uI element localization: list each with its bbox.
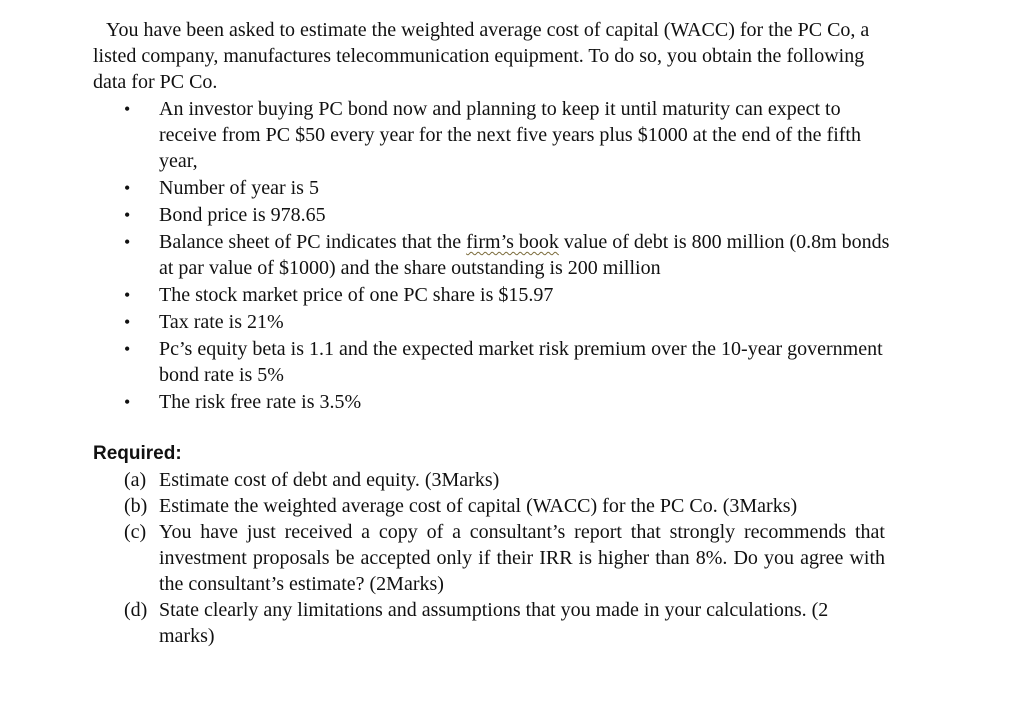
question-tag: (d) xyxy=(124,599,148,621)
bullet-icon: • xyxy=(124,285,131,305)
bullet-item xyxy=(0,229,899,281)
bullet-text: Tax rate is 21% xyxy=(159,311,284,333)
bullet-icon: • xyxy=(124,232,131,252)
bullet-icon: • xyxy=(124,392,131,412)
bullet-text: The stock market price of one PC share is $15.97 xyxy=(159,284,554,306)
question-a xyxy=(0,467,885,493)
bullet-item xyxy=(0,175,899,201)
question-list xyxy=(0,467,1024,649)
bullet-text: Number of year is 5 xyxy=(159,177,319,199)
bullet-item xyxy=(0,309,899,335)
bullet-icon: • xyxy=(124,312,131,332)
data-bullet-list xyxy=(0,96,1024,416)
bullet-text: An investor buying PC bond now and planning to keep it until maturity can expect to receive from PC $50 every year for the next five years plus $1000 at the end of the fifth year, xyxy=(159,98,861,172)
question-text: You have just received a copy of a consultant’s report that strongly recommends that investment proposals be accepted only if their IRR is higher than 8%. Do you agree with the consultant’s estimate? (2Marks) xyxy=(159,521,885,595)
bullet-text: Pc’s equity beta is 1.1 and the expected market risk premium over the 10-year government bond rate is 5% xyxy=(159,338,883,386)
bullet-icon: • xyxy=(124,205,131,225)
question-tag: (b) xyxy=(124,495,148,517)
bullet-item xyxy=(0,336,899,388)
bullet-item xyxy=(0,389,899,415)
bullet-icon: • xyxy=(124,99,131,119)
question-text: Estimate cost of debt and equity. (3Marks) xyxy=(159,469,500,491)
intro-paragraph: You have been asked to estimate the weighted average cost of capital (WACC) for the PC Co, a listed company, manufactures telecommunication equipment. To do so, you obtain the following data for PC Co. xyxy=(93,19,870,93)
bullet-text: Bond price is 978.65 xyxy=(159,204,326,226)
question-c xyxy=(0,519,885,597)
bullet-icon: • xyxy=(124,178,131,198)
question-tag: (a) xyxy=(124,469,147,491)
bullet-text-post: value of debt is 800 million (0.8m bonds at par value of $1000) and the share outstanding is 200 million xyxy=(159,231,890,279)
bullet-icon: • xyxy=(124,339,131,359)
question-b xyxy=(0,493,885,519)
required-heading: Required: xyxy=(93,443,182,464)
question-tag: (c) xyxy=(124,521,147,543)
question-d xyxy=(0,597,885,649)
question-text: State clearly any limitations and assumptions that you made in your calculations. (2 marks) xyxy=(159,599,829,647)
bullet-text: The risk free rate is 3.5% xyxy=(159,391,362,413)
bullet-text-pre: Balance sheet of PC indicates that the xyxy=(159,231,467,253)
bullet-item xyxy=(0,282,899,308)
bullet-item xyxy=(0,96,899,174)
spellcheck-marked-text: firm’s book xyxy=(466,231,559,253)
bullet-item xyxy=(0,202,899,228)
question-text: Estimate the weighted average cost of capital (WACC) for the PC Co. (3Marks) xyxy=(159,495,798,517)
